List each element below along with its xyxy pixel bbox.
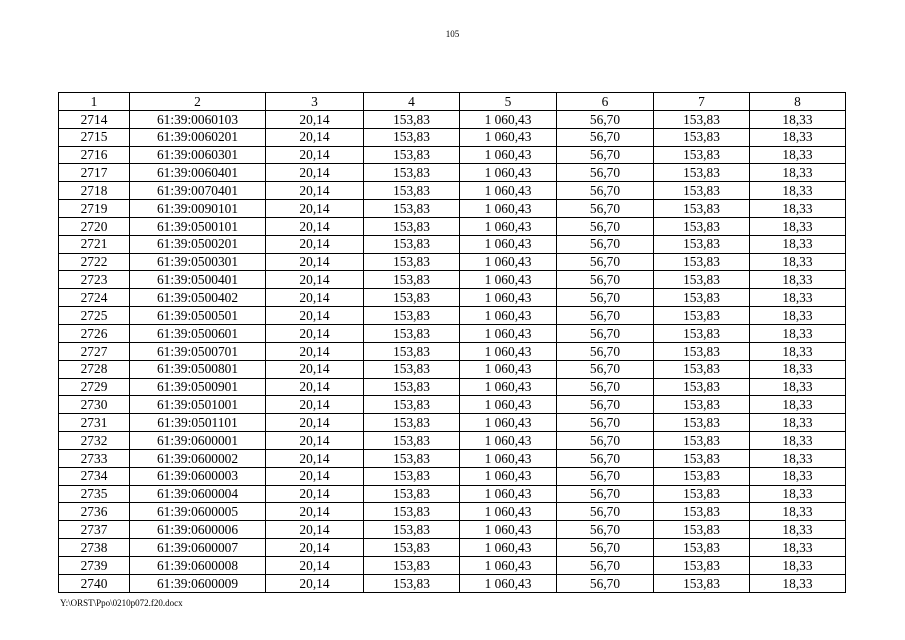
table-cell: 2734	[59, 467, 130, 485]
table-cell: 20,14	[266, 324, 364, 342]
table-row	[59, 485, 846, 503]
table-cell: 1 060,43	[460, 217, 557, 235]
table-cell: 1 060,43	[460, 539, 557, 557]
table-cell: 153,83	[364, 110, 460, 128]
table-cell: 56,70	[557, 128, 654, 146]
table-cell: 18,33	[750, 324, 846, 342]
table-cell: 153,83	[364, 324, 460, 342]
table-cell: 2726	[59, 324, 130, 342]
table-cell: 2730	[59, 396, 130, 414]
table-row	[59, 539, 846, 557]
table-row	[59, 503, 846, 521]
table-cell: 2720	[59, 217, 130, 235]
table-cell: 61:39:0500301	[130, 253, 266, 271]
table-cell: 61:39:0600009	[130, 574, 266, 592]
table-cell: 61:39:0600006	[130, 521, 266, 539]
table-cell: 1 060,43	[460, 503, 557, 521]
table-cell: 56,70	[557, 432, 654, 450]
table-row	[59, 110, 846, 128]
table-cell: 153,83	[364, 449, 460, 467]
table-cell: 2717	[59, 164, 130, 182]
table-cell: 18,33	[750, 146, 846, 164]
table-row	[59, 396, 846, 414]
table-cell: 56,70	[557, 503, 654, 521]
table-cell: 153,83	[364, 485, 460, 503]
table-cell: 2723	[59, 271, 130, 289]
table-cell: 1 060,43	[460, 556, 557, 574]
table-cell: 61:39:0600005	[130, 503, 266, 521]
table-cell: 2719	[59, 200, 130, 218]
table-cell: 153,83	[364, 146, 460, 164]
table-cell: 153,83	[364, 360, 460, 378]
table-cell: 20,14	[266, 414, 364, 432]
table-cell: 153,83	[654, 360, 750, 378]
table-cell: 18,33	[750, 467, 846, 485]
table-cell: 153,83	[654, 271, 750, 289]
table-cell: 61:39:0500501	[130, 307, 266, 325]
table-cell: 1 060,43	[460, 110, 557, 128]
table-row	[59, 164, 846, 182]
table-cell: 56,70	[557, 396, 654, 414]
table-row	[59, 467, 846, 485]
table-cell: 56,70	[557, 164, 654, 182]
table-cell: 56,70	[557, 467, 654, 485]
table-cell: 61:39:0060401	[130, 164, 266, 182]
table-cell: 153,83	[364, 307, 460, 325]
table-cell: 2714	[59, 110, 130, 128]
table-cell: 18,33	[750, 449, 846, 467]
table-cell: 153,83	[364, 432, 460, 450]
table-cell: 61:39:0500201	[130, 235, 266, 253]
table-cell: 61:39:0500101	[130, 217, 266, 235]
table-cell: 1 060,43	[460, 396, 557, 414]
table-cell: 56,70	[557, 485, 654, 503]
table-row	[59, 574, 846, 592]
table-cell: 2722	[59, 253, 130, 271]
table-cell: 1 060,43	[460, 342, 557, 360]
table-cell: 56,70	[557, 235, 654, 253]
table-cell: 20,14	[266, 503, 364, 521]
table-cell: 61:39:0500401	[130, 271, 266, 289]
table-cell: 153,83	[364, 182, 460, 200]
table-cell: 56,70	[557, 556, 654, 574]
table-cell: 1 060,43	[460, 164, 557, 182]
table-cell: 1 060,43	[460, 432, 557, 450]
table-cell: 153,83	[654, 217, 750, 235]
table-cell: 2735	[59, 485, 130, 503]
table-cell: 153,83	[364, 467, 460, 485]
table-cell: 20,14	[266, 182, 364, 200]
table-cell: 1 060,43	[460, 182, 557, 200]
table-cell: 153,83	[654, 289, 750, 307]
table-cell: 153,83	[654, 432, 750, 450]
table-cell: 153,83	[364, 271, 460, 289]
table-cell: 18,33	[750, 378, 846, 396]
table-cell: 61:39:0600008	[130, 556, 266, 574]
table-cell: 2738	[59, 539, 130, 557]
table-cell: 20,14	[266, 200, 364, 218]
table-cell: 56,70	[557, 146, 654, 164]
table-cell: 153,83	[364, 289, 460, 307]
table-cell: 18,33	[750, 271, 846, 289]
table-cell: 18,33	[750, 485, 846, 503]
table-cell: 18,33	[750, 539, 846, 557]
table-cell: 20,14	[266, 217, 364, 235]
table-cell: 18,33	[750, 503, 846, 521]
table-cell: 2740	[59, 574, 130, 592]
file-path-footer: Y:\ORST\Ppo\0210p072.f20.docx	[60, 598, 183, 608]
table-cell: 153,83	[654, 110, 750, 128]
table-cell: 153,83	[654, 342, 750, 360]
table-cell: 61:39:0060201	[130, 128, 266, 146]
table-cell: 18,33	[750, 432, 846, 450]
table-cell: 56,70	[557, 307, 654, 325]
table-cell: 2715	[59, 128, 130, 146]
table-row	[59, 342, 846, 360]
table-cell: 20,14	[266, 467, 364, 485]
table-cell: 153,83	[654, 307, 750, 325]
table-cell: 153,83	[364, 342, 460, 360]
table-cell: 18,33	[750, 217, 846, 235]
table-cell: 1 060,43	[460, 200, 557, 218]
table-cell: 20,14	[266, 378, 364, 396]
table-cell: 153,83	[364, 414, 460, 432]
table-cell: 153,83	[654, 164, 750, 182]
table-cell: 61:39:0600002	[130, 449, 266, 467]
table-cell: 56,70	[557, 414, 654, 432]
table-header-row	[59, 93, 846, 111]
table-cell: 56,70	[557, 574, 654, 592]
table-cell: 153,83	[654, 396, 750, 414]
table-cell: 20,14	[266, 235, 364, 253]
table-cell: 18,33	[750, 128, 846, 146]
table-cell: 153,83	[654, 449, 750, 467]
table-cell: 56,70	[557, 271, 654, 289]
table-cell: 61:39:0600003	[130, 467, 266, 485]
table-cell: 18,33	[750, 235, 846, 253]
table-body	[59, 110, 846, 592]
table-row	[59, 146, 846, 164]
table-cell: 56,70	[557, 360, 654, 378]
table-cell: 61:39:0500801	[130, 360, 266, 378]
table-cell: 56,70	[557, 539, 654, 557]
table-cell: 18,33	[750, 396, 846, 414]
table-cell: 20,14	[266, 128, 364, 146]
table-cell: 56,70	[557, 378, 654, 396]
table-cell: 20,14	[266, 289, 364, 307]
table-cell: 18,33	[750, 342, 846, 360]
table-cell: 153,83	[654, 574, 750, 592]
table-cell: 56,70	[557, 521, 654, 539]
table-cell: 20,14	[266, 164, 364, 182]
table-row	[59, 378, 846, 396]
table-cell: 1 060,43	[460, 378, 557, 396]
table-cell: 153,83	[654, 182, 750, 200]
table-row	[59, 271, 846, 289]
table-row	[59, 200, 846, 218]
table-cell: 18,33	[750, 360, 846, 378]
table-cell: 153,83	[654, 146, 750, 164]
table-cell: 2736	[59, 503, 130, 521]
table-cell: 153,83	[654, 503, 750, 521]
table-cell: 153,83	[364, 235, 460, 253]
table-cell: 56,70	[557, 253, 654, 271]
table-cell: 2731	[59, 414, 130, 432]
column-header: 3	[266, 93, 364, 111]
table-cell: 1 060,43	[460, 307, 557, 325]
table-cell: 153,83	[654, 128, 750, 146]
table-cell: 56,70	[557, 289, 654, 307]
table-cell: 153,83	[654, 253, 750, 271]
table-cell: 2724	[59, 289, 130, 307]
table-cell: 153,83	[654, 521, 750, 539]
table-cell: 20,14	[266, 146, 364, 164]
table-cell: 153,83	[364, 539, 460, 557]
column-header: 5	[460, 93, 557, 111]
table-cell: 18,33	[750, 307, 846, 325]
table-row	[59, 449, 846, 467]
table-cell: 153,83	[364, 200, 460, 218]
table-cell: 56,70	[557, 182, 654, 200]
table-cell: 61:39:0501101	[130, 414, 266, 432]
table-cell: 153,83	[364, 217, 460, 235]
table-cell: 56,70	[557, 449, 654, 467]
table-cell: 18,33	[750, 182, 846, 200]
table-cell: 20,14	[266, 110, 364, 128]
data-table	[58, 92, 846, 593]
table-cell: 2718	[59, 182, 130, 200]
table-cell: 18,33	[750, 289, 846, 307]
table-cell: 2737	[59, 521, 130, 539]
page-number: 105	[445, 29, 460, 39]
table-cell: 153,83	[654, 378, 750, 396]
table-cell: 61:39:0500701	[130, 342, 266, 360]
table-cell: 153,83	[654, 235, 750, 253]
table-cell: 153,83	[364, 574, 460, 592]
table-cell: 1 060,43	[460, 574, 557, 592]
table-cell: 1 060,43	[460, 128, 557, 146]
table-cell: 56,70	[557, 200, 654, 218]
table-cell: 18,33	[750, 164, 846, 182]
table-cell: 61:39:0060301	[130, 146, 266, 164]
table-cell: 2733	[59, 449, 130, 467]
table-cell: 20,14	[266, 485, 364, 503]
table-cell: 153,83	[364, 253, 460, 271]
table-row	[59, 521, 846, 539]
column-header: 1	[59, 93, 130, 111]
table-cell: 20,14	[266, 253, 364, 271]
table-cell: 56,70	[557, 217, 654, 235]
table-cell: 20,14	[266, 449, 364, 467]
table-cell: 153,83	[654, 539, 750, 557]
table-cell: 61:39:0500601	[130, 324, 266, 342]
table-cell: 18,33	[750, 414, 846, 432]
column-header: 8	[750, 93, 846, 111]
table-row	[59, 432, 846, 450]
table-cell: 2729	[59, 378, 130, 396]
table-cell: 2716	[59, 146, 130, 164]
table-cell: 153,83	[654, 485, 750, 503]
table-row	[59, 235, 846, 253]
table-row	[59, 289, 846, 307]
table-row	[59, 360, 846, 378]
table-cell: 153,83	[364, 164, 460, 182]
table-cell: 1 060,43	[460, 235, 557, 253]
table-cell: 56,70	[557, 324, 654, 342]
table-cell: 18,33	[750, 521, 846, 539]
table-cell: 153,83	[364, 503, 460, 521]
table-cell: 153,83	[654, 414, 750, 432]
table-cell: 20,14	[266, 539, 364, 557]
table-cell: 18,33	[750, 253, 846, 271]
column-header: 7	[654, 93, 750, 111]
table-row	[59, 128, 846, 146]
table-cell: 20,14	[266, 556, 364, 574]
table-row	[59, 414, 846, 432]
table-cell: 1 060,43	[460, 521, 557, 539]
column-header: 2	[130, 93, 266, 111]
table-cell: 2739	[59, 556, 130, 574]
table-cell: 56,70	[557, 342, 654, 360]
table-cell: 2728	[59, 360, 130, 378]
table-cell: 56,70	[557, 110, 654, 128]
table-cell: 20,14	[266, 360, 364, 378]
table-cell: 1 060,43	[460, 485, 557, 503]
table-row	[59, 217, 846, 235]
table-cell: 1 060,43	[460, 467, 557, 485]
table-row	[59, 307, 846, 325]
table-row	[59, 556, 846, 574]
table-cell: 61:39:0600004	[130, 485, 266, 503]
table-row	[59, 253, 846, 271]
table-cell: 153,83	[364, 556, 460, 574]
table-row	[59, 324, 846, 342]
table-cell: 153,83	[364, 378, 460, 396]
table-cell: 1 060,43	[460, 146, 557, 164]
table-cell: 20,14	[266, 432, 364, 450]
table-cell: 20,14	[266, 521, 364, 539]
table-cell: 18,33	[750, 110, 846, 128]
table-cell: 61:39:0060103	[130, 110, 266, 128]
table-cell: 153,83	[364, 521, 460, 539]
table-cell: 61:39:0600007	[130, 539, 266, 557]
table-cell: 2727	[59, 342, 130, 360]
table-cell: 1 060,43	[460, 360, 557, 378]
table-cell: 1 060,43	[460, 289, 557, 307]
table-cell: 20,14	[266, 396, 364, 414]
table-cell: 1 060,43	[460, 449, 557, 467]
table-cell: 153,83	[364, 396, 460, 414]
table-row	[59, 182, 846, 200]
table-cell: 20,14	[266, 574, 364, 592]
table-cell: 61:39:0070401	[130, 182, 266, 200]
table-cell: 61:39:0501001	[130, 396, 266, 414]
table-cell: 61:39:0090101	[130, 200, 266, 218]
table-cell: 153,83	[654, 467, 750, 485]
table-cell: 61:39:0600001	[130, 432, 266, 450]
table-cell: 1 060,43	[460, 253, 557, 271]
table-cell: 61:39:0500901	[130, 378, 266, 396]
table-cell: 20,14	[266, 307, 364, 325]
table-cell: 153,83	[364, 128, 460, 146]
column-header: 4	[364, 93, 460, 111]
table-cell: 20,14	[266, 342, 364, 360]
table-cell: 20,14	[266, 271, 364, 289]
table-cell: 1 060,43	[460, 324, 557, 342]
table-cell: 153,83	[654, 556, 750, 574]
column-header: 6	[557, 93, 654, 111]
table-cell: 18,33	[750, 574, 846, 592]
table-cell: 1 060,43	[460, 271, 557, 289]
table-cell: 153,83	[654, 200, 750, 218]
table-cell: 1 060,43	[460, 414, 557, 432]
table-cell: 2725	[59, 307, 130, 325]
table-cell: 2721	[59, 235, 130, 253]
table-cell: 61:39:0500402	[130, 289, 266, 307]
table-cell: 2732	[59, 432, 130, 450]
table-cell: 18,33	[750, 200, 846, 218]
table-cell: 153,83	[654, 324, 750, 342]
table-cell: 18,33	[750, 556, 846, 574]
